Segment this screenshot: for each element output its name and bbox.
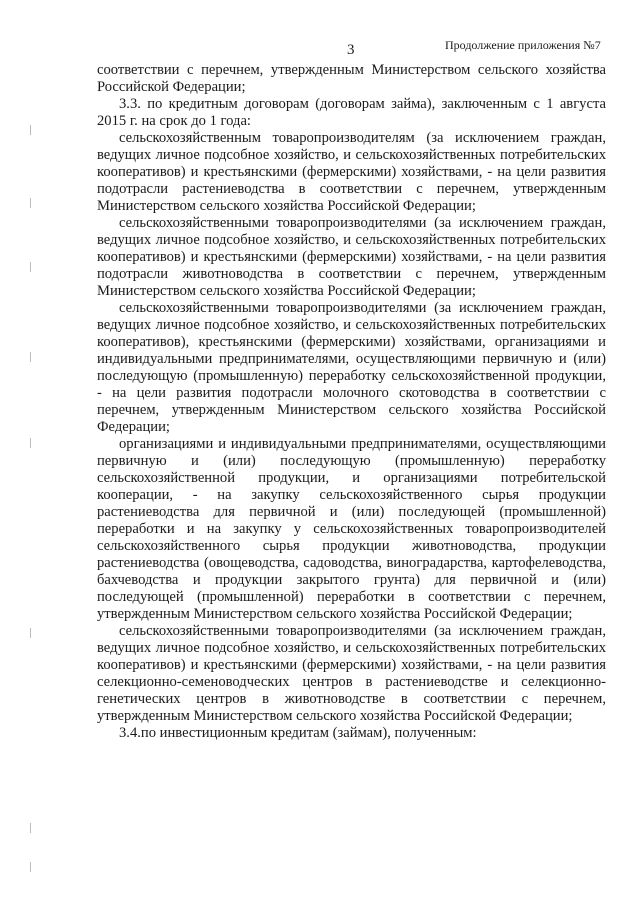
margin-mark [30,862,35,872]
margin-mark [30,438,35,448]
paragraph-breeding-centers: сельскохозяйственными товаропроизводителями (за исключением граждан, ведущих личное подсобное хозяйство, и сельскохозяйственных потребительских кооперативов) и крестьянскими (фермерскими) хозяйствами, - на цели развития селекционно-семеноводческих центров в растениеводстве и селекционно-генетических центров в животноводстве в соответствии с перечнем, утвержденным Министерством сельского хозяйства Российской Федерации; [97,623,606,724]
paragraph-3-4: 3.4.по инвестиционным кредитам (займам), полученным: [119,725,477,741]
paragraph-dairy: сельскохозяйственными товаропроизводителями (за исключением граждан, ведущих личное подсобное хозяйство, и сельскохозяйственных потребительских кооперативов), крестьянскими (фермерскими) хозяйствами, организациями и индивидуальными предпринимателями, осуществляющими первичную и (или) последующую (промышленную) переработку сельскохозяйственной продукции, - на цели развития подотрасли молочного скотоводства в соответствии с перечнем, утвержденным Министерством сельского хозяйства Российской Федерации; [97,300,606,435]
margin-mark [30,628,35,638]
margin-mark [30,352,35,362]
paragraph-livestock: сельскохозяйственными товаропроизводителями (за исключением граждан, ведущих личное подсобное хозяйство, и сельскохозяйственных потребительских кооперативов) и крестьянскими (фермерскими) хозяйствами, - на цели развития подотрасли животноводства в соответствии с перечнем, утвержденным Министерством сельского хозяйства Российской Федерации; [97,215,606,299]
margin-mark [30,198,35,208]
document-body [97,62,606,742]
paragraph-raw-material-purchase: организациями и индивидуальными предпринимателями, осуществляющими первичную и (или) последующую (промышленную) переработку сельскохозяйственной продукции, и организациями потребительской кооперации, - на закупку сельскохозяйственного сырья продукции растениеводства для первичной и (или) последующей (промышленной) переработки и на закупку у сельскохозяйственных товаропроизводителей сельскохозяйственного сырья продукции животноводства, продукции растениеводства (овощеводства, садоводства, виноградарства, картофелеводства, бахчеводства и продукции закрытого грунта) для первичной и (или) последующей (промышленной) переработки в соответствии с перечнем, утвержденным Министерством сельского хозяйства Российской Федерации; [97,436,606,622]
paragraph-crop-production: сельскохозяйственным товаропроизводителям (за исключением граждан, ведущих личное подсобное хозяйство, и сельскохозяйственных потребительских кооперативов) и крестьянскими (фермерскими) хозяйствами, - на цели развития подотрасли растениеводства в соответствии с перечнем, утвержденным Министерством сельского хозяйства Российской Федерации; [97,130,606,214]
page-number: 3 [347,42,355,58]
paragraph-3-3: 3.3. по кредитным договорам (договорам займа), заключенным с 1 августа 2015 г. на срок до 1 года: [97,96,606,129]
paragraph-continuation: соответствии с перечнем, утвержденным Министерством сельского хозяйства Российской Федерации; [97,62,606,95]
continuation-header: Продолжение приложения №7 [445,38,601,52]
margin-mark [30,125,35,135]
margin-mark [30,823,35,833]
margin-mark [30,262,35,272]
